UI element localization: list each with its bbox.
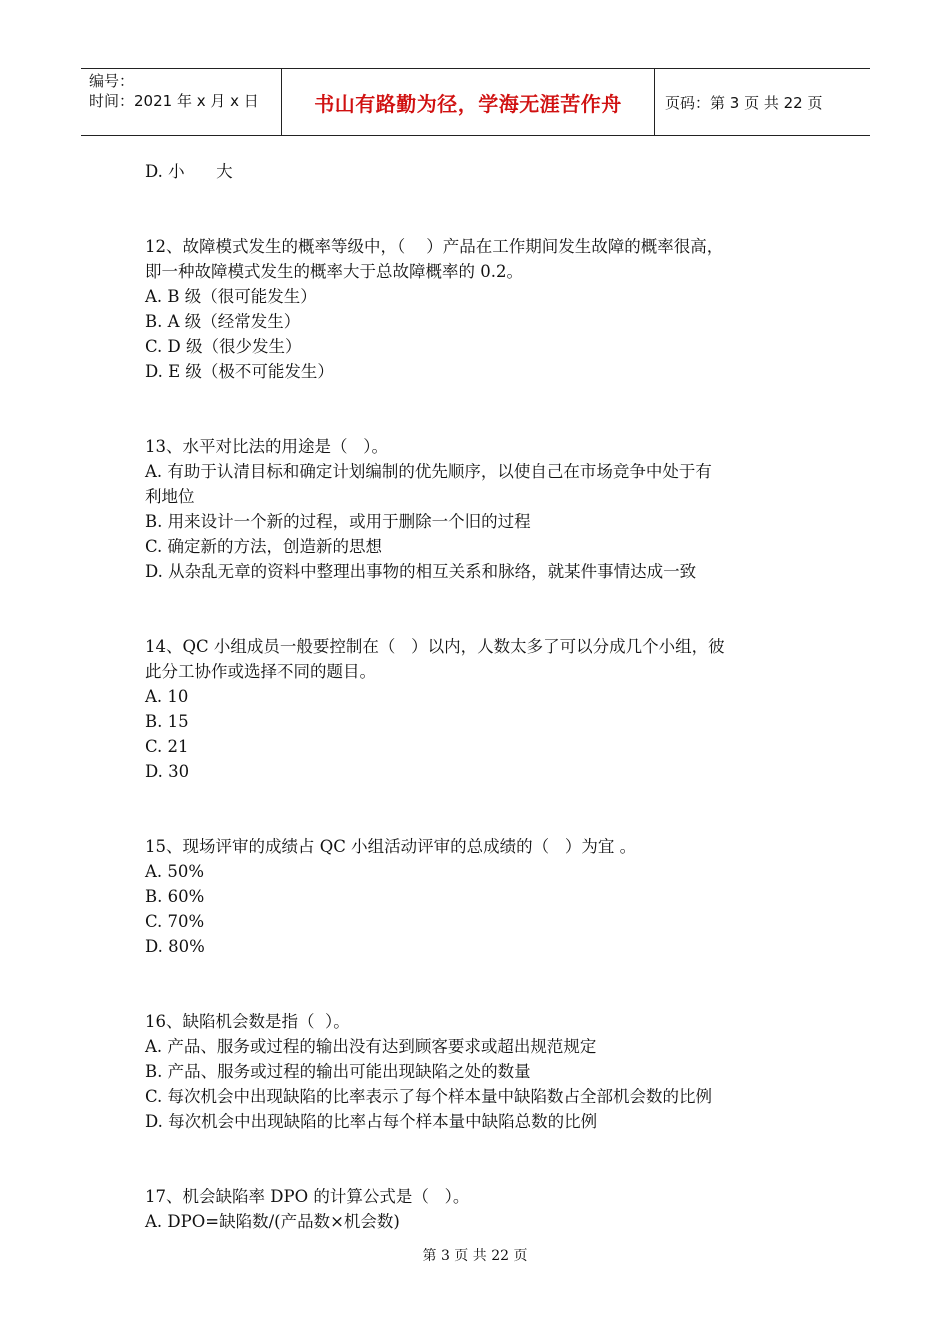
header-page-cell <box>655 69 870 135</box>
header-motto-cell <box>282 69 655 135</box>
page-footer: 第 3 页 共 22 页 <box>422 1248 528 1264</box>
question-line: B. 产品、服务或过程的输出可能出现缺陷之处的数量 <box>145 1062 531 1081</box>
question-line: A. 10 <box>145 687 189 706</box>
question-line: D. 每次机会中出现缺陷的比率占每个样本量中缺陷总数的比例 <box>145 1112 598 1131</box>
question-line: 利地位 <box>145 487 195 506</box>
question-line: D. 30 <box>145 762 190 781</box>
header-motto: 书山有路勤为径，学海无涯苦作舟 <box>314 91 622 116</box>
question-line: A. 产品、服务或过程的输出没有达到顾客要求或超出规范规定 <box>145 1037 597 1056</box>
block-spacer <box>145 384 810 434</box>
question-block <box>145 1184 810 1234</box>
question-line: D. 小 大 <box>145 162 233 181</box>
question-content <box>145 159 810 1234</box>
question-line: B. 15 <box>145 712 189 731</box>
document-time-label: 时间：2021 年 x 月 x 日 <box>89 92 259 110</box>
header-info-cell <box>81 69 282 135</box>
block-spacer <box>145 784 810 834</box>
header-page-number: 页码：第 3 页 共 22 页 <box>665 93 823 112</box>
question-line: 13、水平对比法的用途是（ ）。 <box>145 437 388 456</box>
question-line: D. 80% <box>145 937 205 956</box>
block-spacer <box>145 184 810 234</box>
question-line: 15、现场评审的成绩占 QC 小组活动评审的总成绩的（ ）为宜 。 <box>145 837 637 856</box>
question-line: B. A 级（经常发生） <box>145 312 301 331</box>
question-line: 12、故障模式发生的概率等级中，（ ）产品在工作期间发生故障的概率很高， <box>145 237 724 256</box>
question-line: D. 从杂乱无章的资料中整理出事物的相互关系和脉络，就某件事情达成一致 <box>145 562 697 581</box>
page-header <box>81 68 870 136</box>
question-block <box>145 634 810 784</box>
question-line: 17、机会缺陷率 DPO 的计算公式是（ ）。 <box>145 1187 470 1206</box>
block-spacer <box>145 959 810 1009</box>
question-block <box>145 834 810 959</box>
block-spacer <box>145 584 810 634</box>
question-line: A. DPO=缺陷数/(产品数×机会数) <box>145 1212 400 1231</box>
question-line: A. 有助于认清目标和确定计划编制的优先顺序，以使自己在市场竞争中处于有 <box>145 462 712 481</box>
question-line: 16、缺陷机会数是指（ ）。 <box>145 1012 350 1031</box>
question-line: 14、QC 小组成员一般要控制在（ ）以内，人数太多了可以分成几个小组，彼 <box>145 637 725 656</box>
question-block <box>145 159 810 184</box>
question-block <box>145 234 810 384</box>
question-block <box>145 1009 810 1134</box>
question-line: C. 确定新的方法，创造新的思想 <box>145 537 383 556</box>
question-line: C. D 级（很少发生） <box>145 337 302 356</box>
question-line: A. 50% <box>145 862 205 881</box>
question-line: B. 用来设计一个新的过程，或用于删除一个旧的过程 <box>145 512 531 531</box>
question-line: A. B 级（很可能发生） <box>145 287 317 306</box>
question-line: 此分工协作或选择不同的题目。 <box>145 662 376 681</box>
document-number-label: 编号： <box>89 72 135 90</box>
question-line: C. 每次机会中出现缺陷的比率表示了每个样本量中缺陷数占全部机会数的比例 <box>145 1087 713 1106</box>
question-line: D. E 级（极不可能发生） <box>145 362 334 381</box>
question-line: B. 60% <box>145 887 205 906</box>
question-block <box>145 434 810 584</box>
block-spacer <box>145 1134 810 1184</box>
question-line: C. 21 <box>145 737 189 756</box>
question-line: 即一种故障模式发生的概率大于总故障概率的 0.2。 <box>145 262 523 281</box>
question-line: C. 70% <box>145 912 205 931</box>
